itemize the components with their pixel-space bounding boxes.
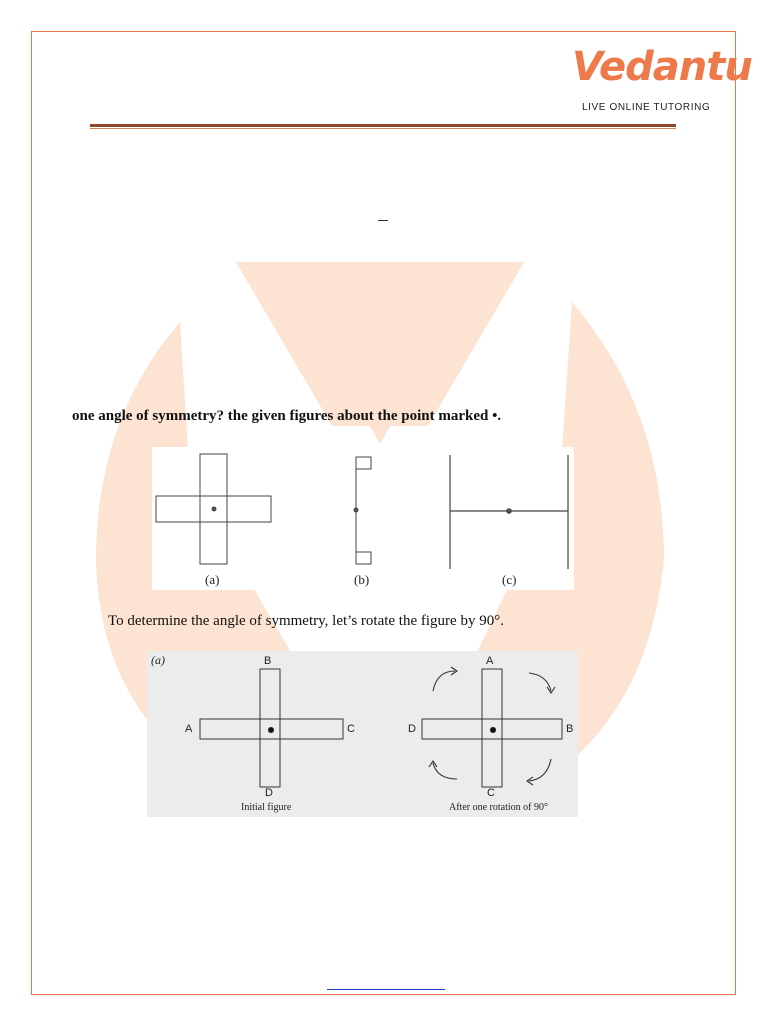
initial-label-top: B bbox=[264, 655, 272, 667]
label-c: (c) bbox=[502, 572, 517, 587]
answer-text: To determine the angle of symmetry, let’s rotate the figure by 90°. bbox=[108, 613, 504, 629]
rotation-diagram bbox=[147, 651, 578, 817]
initial-cross bbox=[200, 669, 343, 787]
header-divider bbox=[90, 124, 676, 130]
vedantu-logo bbox=[560, 44, 752, 119]
rotated-cross bbox=[422, 669, 562, 787]
question-text: one angle of symmetry? the given figures about the point marked •. bbox=[72, 408, 502, 424]
initial-label-bottom: D bbox=[265, 787, 273, 799]
logo-tagline: LIVE ONLINE TUTORING bbox=[582, 102, 711, 113]
arrow-bottom-left-icon bbox=[433, 763, 457, 779]
label-b: (b) bbox=[354, 572, 370, 587]
initial-label-left: A bbox=[185, 723, 193, 735]
rotated-label-right: B bbox=[566, 723, 574, 735]
rotated-label-top: A bbox=[486, 655, 494, 667]
rotated-label-bottom: C bbox=[487, 787, 495, 799]
footer-link-underline[interactable] bbox=[327, 989, 445, 990]
shape-c-h bbox=[450, 455, 568, 569]
rotated-caption: After one rotation of 90° bbox=[449, 802, 548, 813]
rotated-label-left: D bbox=[408, 723, 416, 735]
initial-caption: Initial figure bbox=[241, 802, 292, 813]
logo-wordmark: Vedantu bbox=[572, 44, 752, 90]
part-label: (a) bbox=[151, 653, 165, 667]
rotation-arrows bbox=[429, 667, 555, 785]
initial-label-right: C bbox=[347, 723, 355, 735]
shape-b-bracket bbox=[354, 457, 371, 564]
shapes-diagram bbox=[152, 447, 574, 590]
figure-shapes-abc bbox=[152, 447, 574, 590]
stray-dash bbox=[378, 220, 388, 221]
shape-a-cross bbox=[156, 454, 271, 564]
figure-rotation bbox=[147, 651, 578, 817]
label-a: (a) bbox=[205, 572, 220, 587]
